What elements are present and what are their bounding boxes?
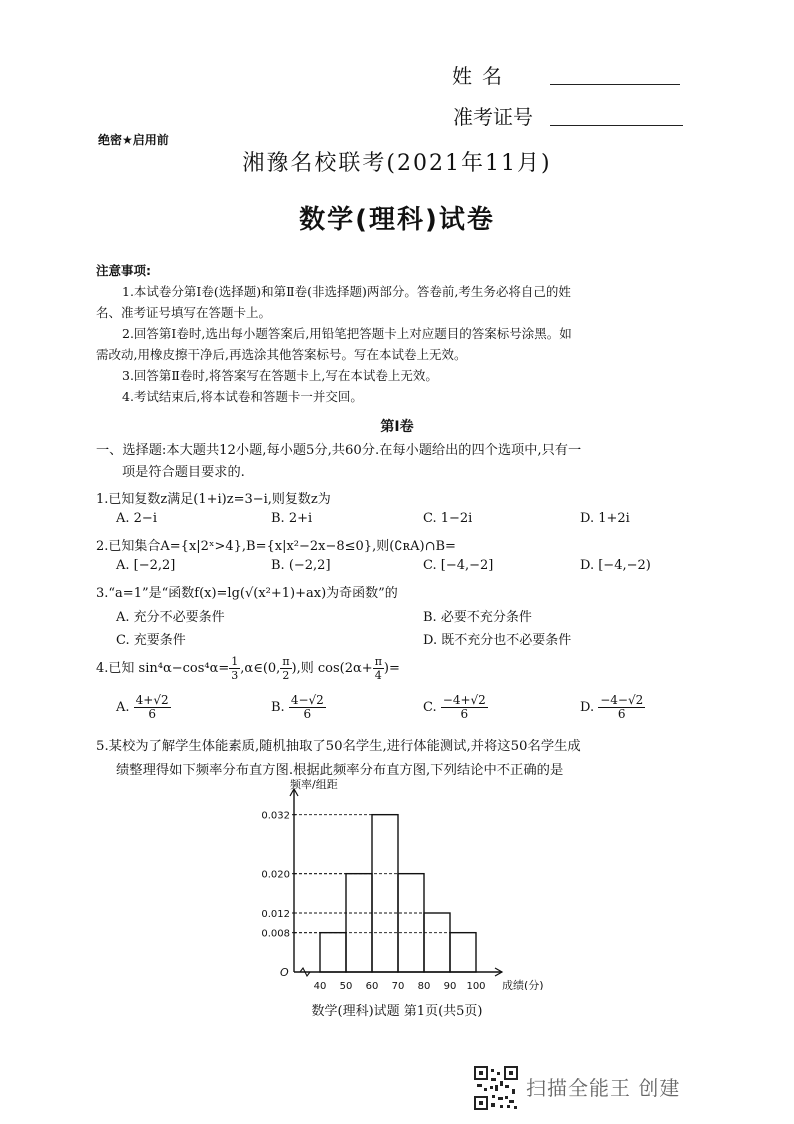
q4-middle-2: ),则 cos(2α+ <box>291 661 373 676</box>
q3-option-d: D. 既不充分也不必要条件 <box>423 633 572 648</box>
x-tick-label: 80 <box>417 981 431 990</box>
q1-option-b: B. 2+i <box>271 511 313 526</box>
q4-frac-2-den: 2 <box>282 669 290 682</box>
histogram-bar <box>346 874 372 972</box>
q4-suffix: )= <box>383 661 400 676</box>
x-tick-label: 40 <box>313 981 327 990</box>
name-label: 姓名 <box>452 64 512 88</box>
q4-option-a-den: 6 <box>148 707 156 721</box>
note-1: 1.本试卷分第Ⅰ卷(选择题)和第Ⅱ卷(非选择题)两部分。答卷前,考生务必将自己的姓 <box>122 284 571 299</box>
q2-option-c: C. [−4,−2] <box>423 558 494 573</box>
q2-stem: 2.已知集合A={x|2ˣ>4},B={x|x²−2x−8≤0},则(∁ʀA)∩B= <box>96 539 456 554</box>
part1-instruction-cont: 项是符合题目要求的. <box>122 465 245 480</box>
note-2-cont: 需改动,用橡皮擦干净后,再选涂其他答案标号。写在本试卷上无效。 <box>96 347 467 362</box>
q2-option-b: B. (−2,2] <box>271 558 331 573</box>
x-tick-label: 60 <box>365 981 379 990</box>
q4-option-a-letter: A. <box>116 700 130 715</box>
note-1-cont: 名、准考证号填写在答题卡上。 <box>96 305 272 320</box>
id-blank <box>550 125 683 126</box>
origin-label: O <box>280 966 289 979</box>
q4-option-d-frac <box>598 694 645 721</box>
q5-line-2: 绩整理得如下频率分布直方图.根据此频率分布直方图,下列结论中不正确的是 <box>116 763 564 778</box>
q2-option-a: A. [−2,2] <box>116 558 176 573</box>
q4-frac-1-den: 3 <box>231 669 239 682</box>
q4-option-b-num: 4−√2 <box>290 693 324 707</box>
q1-option-c: C. 1−2i <box>423 511 473 526</box>
q4-frac-1 <box>229 655 240 682</box>
histogram-bar <box>320 933 346 972</box>
q4-option-d-den: 6 <box>617 707 626 721</box>
x-tick-label: 100 <box>466 981 486 990</box>
q4-option-d-letter: D. <box>580 700 595 715</box>
notes-heading: 注意事项: <box>96 263 151 278</box>
q4-option-a-num: 4+√2 <box>135 693 169 707</box>
part1-title: 第Ⅰ卷 <box>380 419 414 435</box>
note-4: 4.考试结束后,将本试卷和答题卡一并交回。 <box>122 389 363 404</box>
q4-option-d-num: −4−√2 <box>600 693 644 707</box>
q2-option-d: D. [−4,−2) <box>580 558 651 573</box>
y-tick-label: 0.012 <box>261 909 290 920</box>
q4-option-a <box>116 694 171 721</box>
y-tick-label: 0.032 <box>261 810 290 822</box>
note-3: 3.回答第Ⅱ卷时,将答案写在答题卡上,写在本试卷上无效。 <box>122 368 438 383</box>
y-tick-label: 0.008 <box>261 928 290 940</box>
id-label: 准考证号 <box>453 105 533 129</box>
q3-stem: 3.“a=1”是“函数f(x)=lg(√(x²+1)+ax)为奇函数”的 <box>96 586 398 601</box>
q3-option-a: A. 充分不必要条件 <box>116 610 225 625</box>
q3-option-c: C. 充要条件 <box>116 633 186 648</box>
histogram-bar <box>424 913 450 972</box>
q4-option-b-den: 6 <box>303 707 312 721</box>
x-tick-label: 90 <box>443 981 457 990</box>
q1-option-d: D. 1+2i <box>580 511 630 526</box>
q4-option-c-letter: C. <box>423 700 437 715</box>
x-axis-label: 成绩(分) <box>502 979 544 990</box>
q4-frac-3-den: 4 <box>374 669 382 682</box>
x-tick-label: 50 <box>339 981 353 990</box>
q4-prefix: 4.已知 sin⁴α−cos⁴α= <box>96 661 230 676</box>
q4-frac-2-num: π <box>282 655 290 668</box>
page-footer: 数学(理科)试题 第1页(共5页) <box>311 1004 483 1019</box>
part1-instruction: 一、选择题:本大题共12小题,每小题5分,共60分.在每小题给出的四个选项中,只有一 <box>96 443 582 458</box>
histogram-bar <box>372 815 398 972</box>
q3-option-b: B. 必要不充分条件 <box>423 610 532 625</box>
y-axis-label: 频率/组距 <box>290 778 338 791</box>
subject-title: 数学(理科)试卷 <box>299 205 495 235</box>
x-tick-label: 70 <box>391 981 405 990</box>
q4-option-c-frac <box>441 694 488 721</box>
q4-option-c-num: −4+√2 <box>442 693 486 707</box>
q4-option-b <box>271 694 326 721</box>
q4-frac-3 <box>373 655 384 682</box>
q1-stem: 1.已知复数z满足(1+i)z=3−i,则复数z为 <box>96 492 331 507</box>
q4-option-c <box>423 694 488 721</box>
q4-option-d <box>580 694 645 721</box>
q4-stem <box>96 654 400 684</box>
name-blank <box>550 84 680 85</box>
histogram-bar <box>398 874 424 972</box>
q1-option-a: A. 2−i <box>116 511 157 526</box>
confidential-tag: 绝密★启用前 <box>98 133 169 147</box>
q4-frac-3-num: π <box>374 655 382 668</box>
q4-frac-2 <box>280 655 291 682</box>
histogram-chart <box>240 775 560 990</box>
q4-frac-1-num: 1 <box>231 655 239 668</box>
qr-code-icon <box>474 1066 518 1110</box>
q4-option-c-den: 6 <box>460 707 469 721</box>
scanner-brand: 扫描全能王 创建 <box>526 1076 681 1100</box>
q4-option-b-letter: B. <box>271 700 285 715</box>
histogram-bar <box>450 933 476 972</box>
q4-option-a-frac <box>134 694 171 721</box>
q4-option-b-frac <box>289 694 326 721</box>
exam-title: 湘豫名校联考(2021年11月) <box>242 151 552 176</box>
y-tick-label: 0.020 <box>261 869 290 881</box>
q5-line-1: 5.某校为了解学生体能素质,随机抽取了50名学生,进行体能测试,并将这50名学生成 <box>96 739 581 754</box>
note-2: 2.回答第Ⅰ卷时,选出每小题答案后,用铅笔把答题卡上对应题目的答案标号涂黑。如 <box>122 326 572 341</box>
q4-middle: ,α∈(0, <box>240 661 281 676</box>
